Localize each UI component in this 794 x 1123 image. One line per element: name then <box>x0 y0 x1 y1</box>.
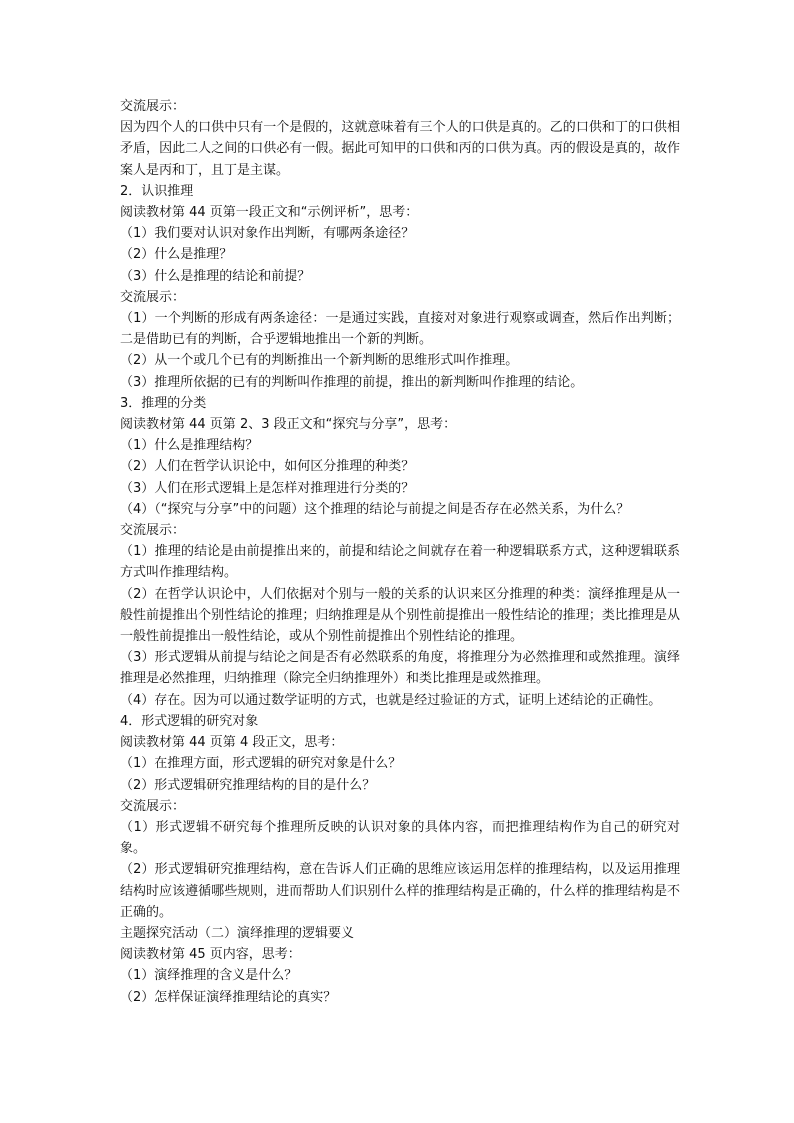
paragraph: （2）形式逻辑研究推理结构，意在告诉人们正确的思维应该运用怎样的推理结构，以及运用推理结构时应该遵循哪些规则，进而帮助人们识别什么样的推理结构是正确的，什么样的推理结构是不正确的。 <box>120 862 680 920</box>
paragraph: 因为四个人的口供中只有一个是假的，这就意味着有三个人的口供是真的。乙的口供和丁的口供相矛盾，因此二人之间的口供必有一假。据此可知甲的口供和丙的口供为真。丙的假设是真的，故作案人是丙和丁，且丁是主谋。 <box>120 120 680 178</box>
text-line: 阅读教材第 44 页第 2、3 段正文和“探究与分享”，思考： <box>120 417 457 433</box>
paragraph: （3）形式逻辑从前提与结论之间是否有必然联系的角度，将推理分为必然推理和或然推理。演绎推理是必然推理，归纳推理（除完全归纳推理外）和类比推理是或然推理。 <box>120 650 680 687</box>
text-line: （2）形式逻辑研究推理结构的目的是什么？ <box>120 777 376 793</box>
paragraph: （1）推理的结论是由前提推出来的，前提和结论之间就存在着一种逻辑联系方式，这种逻辑联系方式叫作推理结构。 <box>120 544 680 581</box>
text-line: 4．形式逻辑的研究对象 <box>120 713 259 729</box>
paragraph: （1）一个判断的形成有两条途径：一是通过实践，直接对对象进行观察或调查，然后作出判断；二是借助已有的判断，合乎逻辑地推出一个新的判断。 <box>120 311 680 348</box>
text-line: 主题探究活动（二）演绎推理的逻辑要义 <box>120 925 355 941</box>
text-line: 阅读教材第 44 页第一段正文和“示例评析”，思考： <box>120 205 419 221</box>
text-line: 2．认识推理 <box>120 183 194 199</box>
text-line: 交流展示： <box>120 289 186 305</box>
text-line: （3）什么是推理的结论和前提？ <box>120 268 311 284</box>
text-line: （1）什么是推理结构？ <box>120 438 259 454</box>
text-line: （1）在推理方面，形式逻辑的研究对象是什么？ <box>120 756 402 772</box>
text-line: （3）推理所依据的已有的判断叫作推理的前提，推出的新判断叫作推理的结论。 <box>120 374 584 390</box>
text-line: 交流展示： <box>120 523 186 539</box>
text-line: （1）演绎推理的含义是什么？ <box>120 968 298 984</box>
text-line: （2）怎样保证演绎推理结论的真实？ <box>120 989 337 1005</box>
paragraph: （4）存在。因为可以通过数学证明的方式，也就是经过验证的方式，证明上述结论的正确性。 <box>120 692 662 708</box>
text-line: （2）从一个或几个已有的判断推出一个新判断的思维形式叫作推理。 <box>120 353 519 369</box>
text-line: （2）人们在哲学认识论中，如何区分推理的种类？ <box>120 459 415 475</box>
text-line: 阅读教材第 45 页内容，思考： <box>120 947 301 963</box>
text-line: （4）（“探究与分享”中的问题）这个推理的结论与前提之间是否存在必然关系，为什么？ <box>120 501 630 517</box>
text-line: 交流展示： <box>120 99 186 114</box>
document-body <box>120 96 680 1008</box>
text-line: （3）人们在形式逻辑上是怎样对推理进行分类的？ <box>120 480 415 496</box>
text-line: （1）我们要对认识对象作出判断，有哪两条途径？ <box>120 226 415 242</box>
paragraph: （1）形式逻辑不研究每个推理所反映的认识对象的具体内容，而把推理结构作为自己的研究对象。 <box>120 819 680 857</box>
text-line: 阅读教材第 44 页第 4 段正文，思考： <box>120 735 344 751</box>
paragraph: （2）在哲学认识论中，人们依据对个别与一般的关系的认识来区分推理的种类：演绎推理是从一般性前提推出个别性结论的推理；归纳推理是从个别性前提推出一般性结论的推理；类比推理是从一般性前提推出一般性结论，或从个别性前提推出个别性结论的推理。 <box>120 586 680 645</box>
text-line: 交流展示： <box>120 798 186 814</box>
text-line: （2）什么是推理？ <box>120 247 233 263</box>
text-line: 3．推理的分类 <box>120 395 207 411</box>
